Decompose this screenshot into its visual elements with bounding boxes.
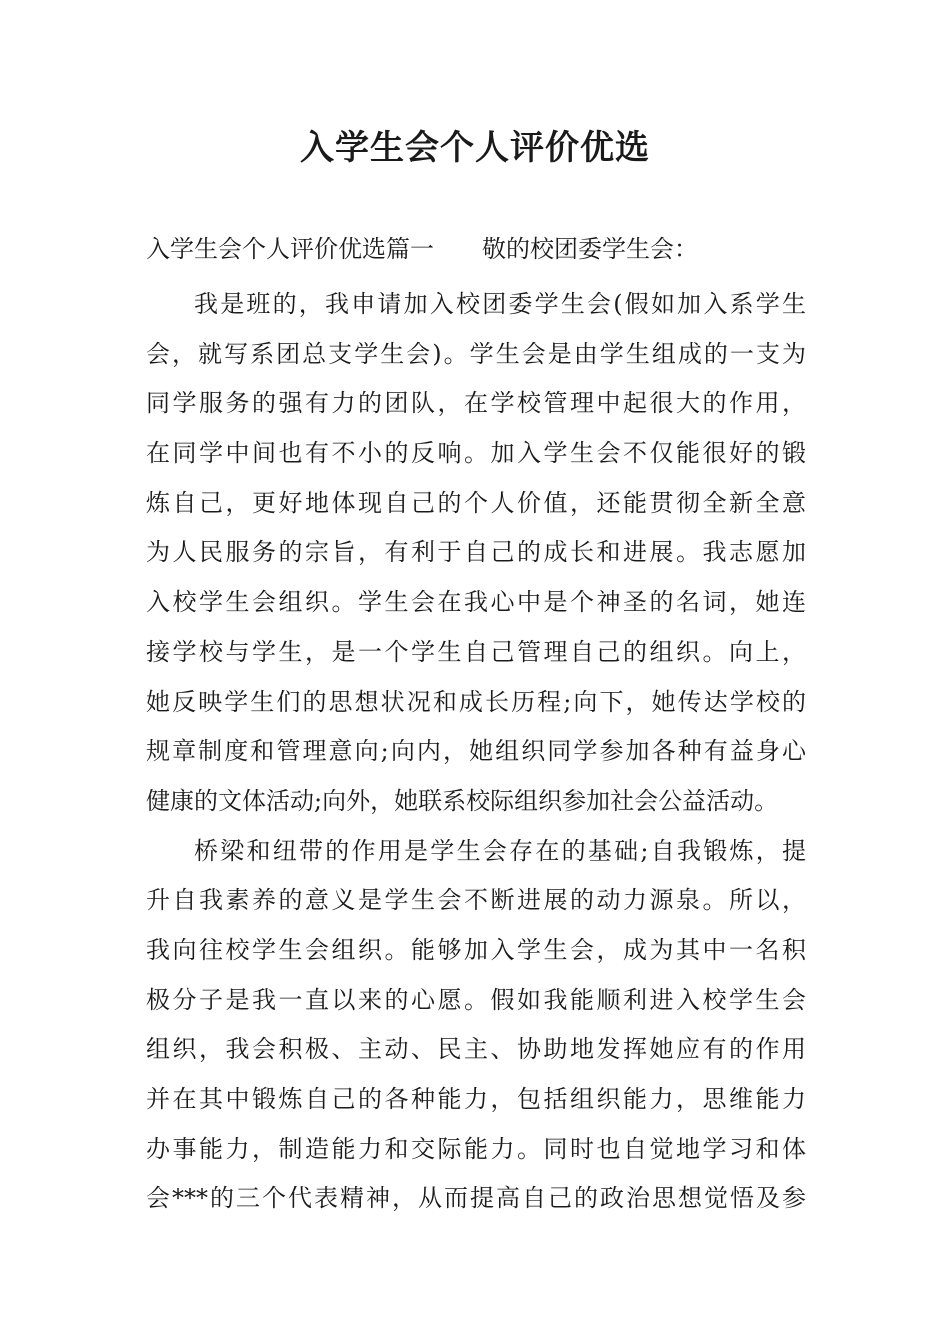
paragraph-1 [146, 280, 806, 827]
paragraph-line: 同学服务的强有力的团队，在学校管理中起很大的作用， [146, 389, 806, 418]
salutation: 敬的校团委学生会： [482, 235, 698, 263]
document-title: 入学生会个人评价优选 [300, 128, 650, 168]
paragraph-line: 会，就写系团总支学生会)。学生会是由学生组成的一支为 [146, 339, 806, 368]
intro-heading: 入学生会个人评价优选篇一 [146, 235, 434, 263]
paragraph-line: 办事能力，制造能力和交际能力。同时也自觉地学习和体 [146, 1134, 806, 1163]
intro-line [146, 230, 826, 268]
paragraph-line: 并在其中锻炼自己的各种能力，包括组织能力，思维能力 [146, 1085, 806, 1113]
body-text [146, 280, 806, 1224]
paragraph-line: 在同学中间也有不小的反响。加入学生会不仅能很好的锻 [146, 439, 806, 468]
paragraph-line: 规章制度和管理意向;向内，她组织同学参加各种有益身心 [146, 737, 806, 766]
paragraph-line: 升自我素养的意义是学生会不断进展的动力源泉。所以， [146, 886, 806, 915]
paragraph-line: 会***的三个代表精神，从而提高自己的政治思想觉悟及参 [146, 1184, 806, 1213]
paragraph-line: 她反映学生们的思想状况和成长历程;向下，她传达学校的 [146, 687, 806, 716]
paragraph-line: 我是班的，我申请加入校团委学生会(假如加入系学生 [194, 290, 806, 318]
paragraph-line: 健康的文体活动;向外，她联系校际组织参加社会公益活动。 [146, 786, 779, 815]
paragraph-line: 我向往校学生会组织。能够加入学生会，成为其中一名积 [146, 935, 806, 964]
paragraph-line: 组织，我会积极、主动、民主、协助地发挥她应有的作用 [146, 1035, 806, 1064]
paragraph-line: 炼自己，更好地体现自己的个人价值，还能贯彻全新全意 [146, 488, 806, 517]
paragraph-line: 极分子是我一直以来的心愿。假如我能顺利进入校学生会 [146, 985, 806, 1014]
paragraph-2 [146, 827, 806, 1225]
paragraph-line: 接学校与学生，是一个学生自己管理自己的组织。向上， [146, 637, 806, 666]
paragraph-line: 桥梁和纽带的作用是学生会存在的基础;自我锻炼，提 [194, 836, 806, 865]
paragraph-line: 为人民服务的宗旨，有利于自己的成长和进展。我志愿加 [146, 538, 806, 567]
paragraph-line: 入校学生会组织。学生会在我心中是个神圣的名词，她连 [146, 588, 806, 617]
